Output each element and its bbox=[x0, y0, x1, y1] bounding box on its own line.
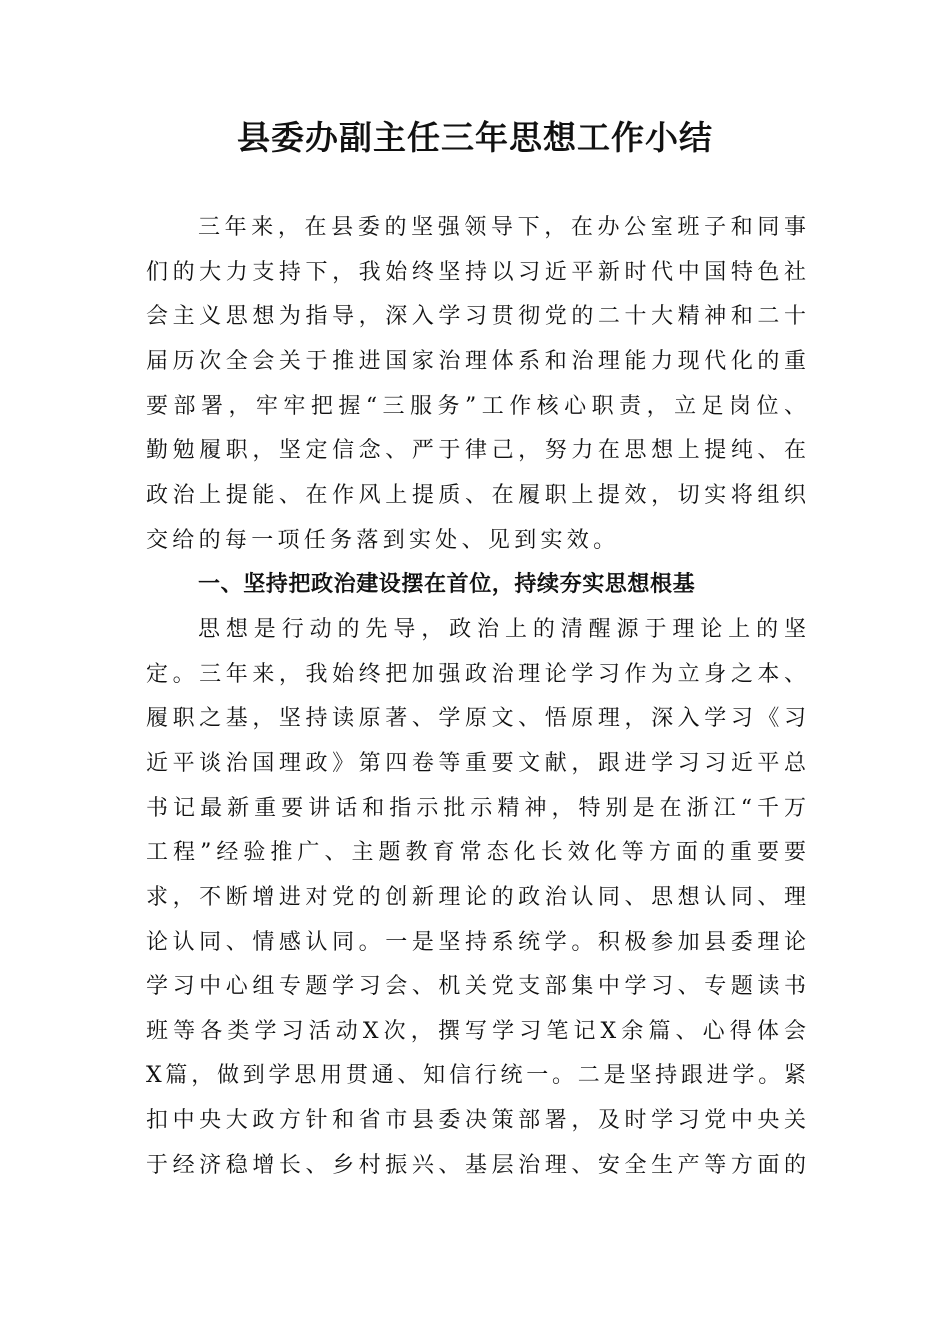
paragraph-line: 思想是行动的先导，政治上的清醒源于理论上的坚 bbox=[198, 616, 806, 642]
paragraph-line: 履职之基，坚持读原著、学原文、悟原理，深入学习《习 bbox=[146, 706, 806, 732]
paragraph-line: 班等各类学习活动X次，撰写学习笔记X余篇、心得体会 bbox=[146, 1018, 806, 1044]
paragraph-line: X篇，做到学思用贯通、知信行统一。二是坚持跟进学。紧 bbox=[146, 1063, 806, 1089]
paragraph-line: 近平谈治国理政》第四卷等重要文献，跟进学习习近平总 bbox=[146, 750, 806, 776]
document-body bbox=[146, 206, 806, 1188]
paragraph-line: 定。三年来，我始终把加强政治理论学习作为立身之本、 bbox=[146, 661, 806, 687]
paragraph-line: 三年来，在县委的坚强领导下，在办公室班子和同事 bbox=[198, 215, 806, 240]
paragraph-line: 勤勉履职，坚定信念、严于律己，努力在思想上提纯、在 bbox=[146, 438, 806, 464]
paragraph-line: 政治上提能、在作风上提质、在履职上提效，切实将组织 bbox=[146, 482, 806, 508]
paragraph-line: 们的大力支持下，我始终坚持以习近平新时代中国特色社 bbox=[146, 259, 806, 285]
paragraph-line: 要部署，牢牢把握“三服务”工作核心职责，立足岗位、 bbox=[146, 393, 806, 419]
section-heading: 一、坚持把政治建设摆在首位，持续夯实思想根基 bbox=[198, 572, 696, 598]
paragraph-line: 工程”经验推广、主题教育常态化长效化等方面的重要要 bbox=[146, 840, 806, 866]
paragraph-line: 于经济稳增长、乡村振兴、基层治理、安全生产等方面的 bbox=[146, 1152, 806, 1178]
paragraph-line: 求，不断增进对党的创新理论的政治认同、思想认同、理 bbox=[146, 884, 806, 910]
paragraph-line: 扣中央大政方针和省市县委决策部署，及时学习党中央关 bbox=[146, 1108, 806, 1134]
paragraph-line: 论认同、情感认同。一是坚持系统学。积极参加县委理论 bbox=[146, 929, 806, 955]
paragraph-line: 学习中心组专题学习会、机关党支部集中学习、专题读书 bbox=[146, 974, 806, 1000]
paragraph-line: 会主义思想为指导，深入学习贯彻党的二十大精神和二十 bbox=[146, 304, 806, 330]
paragraph-line: 交给的每一项任务落到实处、见到实效。 bbox=[146, 527, 620, 553]
document-title: 县委办副主任三年思想工作小结 bbox=[237, 118, 713, 157]
paragraph-line: 届历次全会关于推进国家治理体系和治理能力现代化的重 bbox=[146, 348, 806, 374]
paragraph-line: 书记最新重要讲话和指示批示精神，特别是在浙江“千万 bbox=[146, 795, 806, 821]
